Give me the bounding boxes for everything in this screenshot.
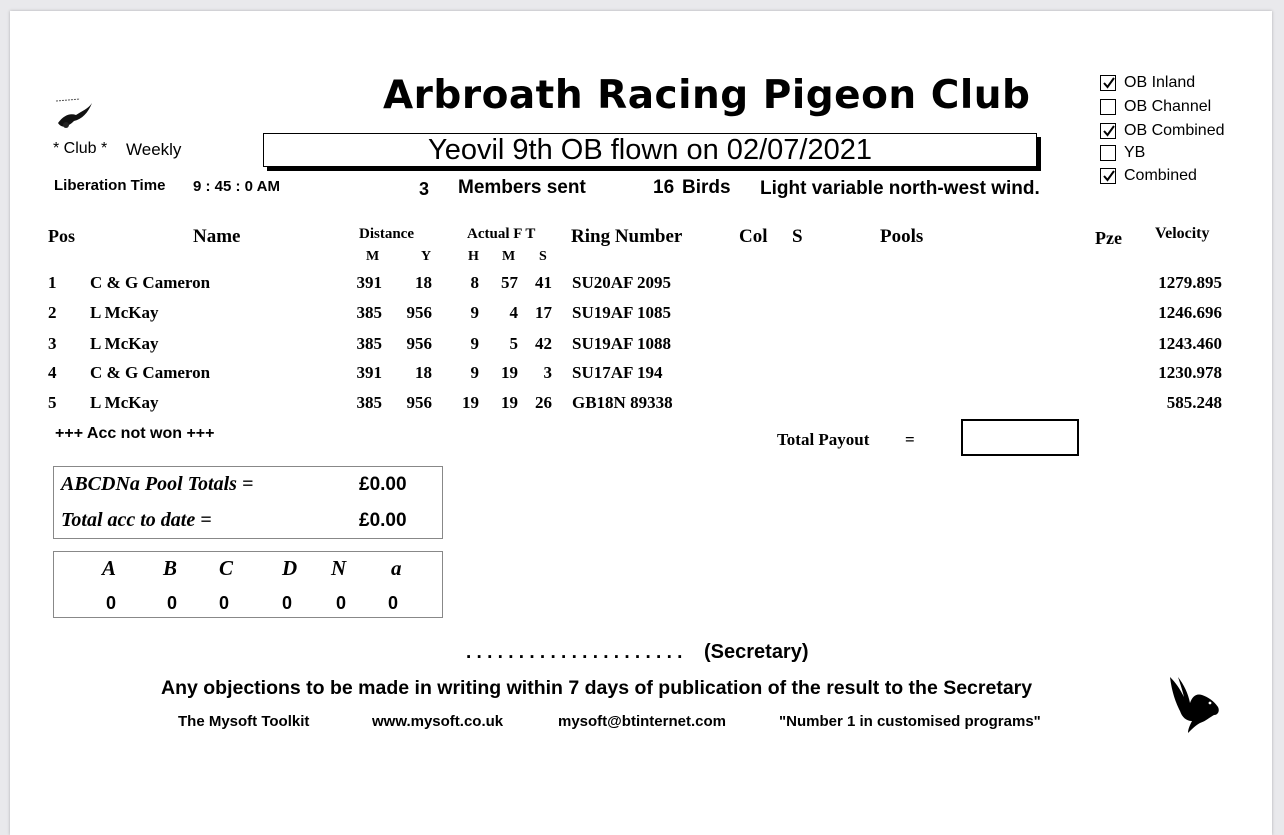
table-row — [10, 303, 1272, 333]
pigeon-silhouette-icon — [1166, 675, 1222, 737]
liberation-time: 9 : 45 : 0 AM — [193, 178, 280, 195]
col-name: Name — [193, 226, 241, 247]
row-pos: 2 — [48, 303, 57, 322]
row-h: 9 — [470, 334, 479, 353]
row-yards: 956 — [406, 303, 432, 322]
club-label: * Club * — [53, 140, 108, 157]
row-s: 26 — [535, 393, 552, 412]
row-pos: 4 — [48, 363, 57, 382]
row-m: 19 — [501, 363, 518, 382]
birds-count: 16 — [653, 177, 675, 198]
row-h: 19 — [462, 393, 479, 412]
birds-label: Birds — [682, 177, 731, 198]
pool-label-c: C — [219, 556, 234, 580]
col-ring: Ring Number — [571, 226, 683, 247]
total-payout-label: Total Payout — [777, 430, 870, 449]
row-name: C & G Cameron — [90, 363, 211, 382]
pool-value-b: 0 — [167, 593, 178, 613]
option-label: OB Channel — [1124, 98, 1212, 115]
row-h: 8 — [470, 273, 479, 292]
option-label: OB Inland — [1124, 74, 1196, 91]
page-title: Arbroath Racing Pigeon Club — [383, 73, 1031, 118]
row-pos: 3 — [48, 334, 57, 353]
pool-label-a-lower: a — [391, 556, 402, 580]
secretary-label: (Secretary) — [704, 641, 809, 663]
row-miles: 391 — [356, 273, 382, 292]
option-ob-channel[interactable] — [1100, 98, 1211, 116]
row-m: 4 — [509, 303, 518, 322]
checkbox[interactable] — [1100, 99, 1116, 115]
row-m: 5 — [509, 334, 518, 353]
email-link[interactable]: mysoft@btinternet.com — [558, 713, 726, 730]
pool-label-b: B — [163, 556, 178, 580]
period-label: Weekly — [126, 140, 182, 159]
col-dist-m: M — [366, 249, 380, 264]
row-velocity: 1230.978 — [1158, 363, 1222, 382]
row-miles: 391 — [356, 363, 382, 382]
option-yb[interactable] — [1100, 144, 1145, 162]
acc-note: +++ Acc not won +++ — [55, 425, 215, 442]
toolkit-label: The Mysoft Toolkit — [178, 713, 310, 730]
option-label: OB Combined — [1124, 122, 1225, 139]
col-actual-ft: Actual F T — [467, 226, 536, 242]
pool-value-n: 0 — [336, 593, 347, 613]
row-s: 3 — [543, 363, 552, 382]
row-ring: SU19AF 1088 — [572, 334, 672, 353]
option-ob-inland[interactable] — [1100, 74, 1195, 92]
row-name: L McKay — [90, 334, 159, 353]
col-pools: Pools — [880, 226, 924, 247]
pool-totals-label: ABCDNa Pool Totals = — [61, 473, 254, 495]
row-yards: 18 — [415, 273, 432, 292]
row-velocity: 1243.460 — [1158, 334, 1222, 353]
row-s: 42 — [535, 334, 552, 353]
row-m: 57 — [501, 273, 518, 292]
pool-totals-value: £0.00 — [359, 474, 407, 495]
row-name: C & G Cameron — [90, 273, 211, 292]
total-payout-value — [961, 419, 1079, 456]
pool-label-a: A — [102, 556, 117, 580]
checkmark-icon — [1102, 169, 1116, 183]
row-ring: SU17AF 194 — [572, 363, 663, 382]
signature-line: . . . . . . . . . . . . . . . . . . . . . — [466, 642, 683, 663]
website-link[interactable]: www.mysoft.co.uk — [372, 713, 504, 730]
checkmark-icon — [1102, 124, 1116, 138]
result-sheet — [10, 11, 1272, 835]
pool-value-a: 0 — [106, 593, 117, 613]
col-pze: Pze — [1095, 228, 1122, 248]
pool-totals-box — [53, 466, 443, 539]
row-ring: SU19AF 1085 — [572, 303, 672, 322]
acc-to-date-value: £0.00 — [359, 510, 407, 531]
row-miles: 385 — [356, 303, 382, 322]
option-ob-combined[interactable] — [1100, 122, 1225, 140]
col-m: M — [502, 249, 516, 264]
row-pos: 5 — [48, 393, 57, 412]
col-h: H — [468, 249, 479, 264]
checkbox[interactable] — [1100, 123, 1116, 139]
row-miles: 385 — [356, 334, 382, 353]
table-row — [10, 363, 1272, 393]
table-row — [10, 334, 1272, 364]
table-row — [10, 393, 1272, 423]
table-row — [10, 273, 1272, 303]
row-yards: 956 — [406, 393, 432, 412]
slogan: "Number 1 in customised programs" — [779, 713, 1041, 730]
checkbox[interactable] — [1100, 75, 1116, 91]
col-dist-y: Y — [421, 249, 432, 264]
row-velocity: 585.248 — [1166, 393, 1222, 412]
wind-description: Light variable north-west wind. — [760, 178, 1040, 199]
pools-box — [53, 551, 443, 618]
pool-label-n: N — [331, 556, 347, 580]
row-name: L McKay — [90, 393, 159, 412]
row-pos: 1 — [48, 273, 57, 292]
col-sex: S — [792, 226, 803, 247]
row-velocity: 1246.696 — [1158, 303, 1222, 322]
option-label: Combined — [1124, 167, 1197, 184]
members-label: Members sent — [458, 177, 586, 198]
objections-notice: Any objections to be made in writing within 7 days of publication of the result to the Secretary — [161, 677, 1033, 699]
row-name: L McKay — [90, 303, 159, 322]
col-s: S — [539, 249, 547, 264]
club-logo-icon — [52, 93, 98, 135]
row-h: 9 — [470, 303, 479, 322]
pool-value-a-lower: 0 — [388, 593, 399, 613]
liberation-label: Liberation Time — [54, 177, 166, 194]
checkmark-icon — [1102, 76, 1116, 90]
pool-value-c: 0 — [219, 593, 230, 613]
row-ring: SU20AF 2095 — [572, 273, 672, 292]
total-payout-equals: = — [905, 430, 915, 449]
checkbox[interactable] — [1100, 145, 1116, 161]
row-velocity: 1279.895 — [1158, 273, 1222, 292]
col-velocity: Velocity — [1155, 225, 1210, 242]
col-pos: Pos — [48, 226, 75, 246]
option-combined[interactable] — [1100, 167, 1197, 185]
members-count: 3 — [419, 179, 430, 199]
row-s: 17 — [535, 303, 552, 322]
checkbox[interactable] — [1100, 168, 1116, 184]
pool-value-d: 0 — [282, 593, 293, 613]
row-yards: 956 — [406, 334, 432, 353]
row-s: 41 — [535, 273, 552, 292]
acc-to-date-label: Total acc to date = — [61, 509, 212, 531]
row-yards: 18 — [415, 363, 432, 382]
row-h: 9 — [470, 363, 479, 382]
row-ring: GB18N 89338 — [572, 393, 673, 412]
row-miles: 385 — [356, 393, 382, 412]
col-distance: Distance — [359, 226, 414, 242]
pool-label-d: D — [282, 556, 298, 580]
col-col: Col — [739, 226, 768, 247]
row-m: 19 — [501, 393, 518, 412]
option-label: YB — [1124, 144, 1146, 161]
race-title-box: Yeovil 9th OB flown on 02/07/2021 — [263, 133, 1037, 167]
